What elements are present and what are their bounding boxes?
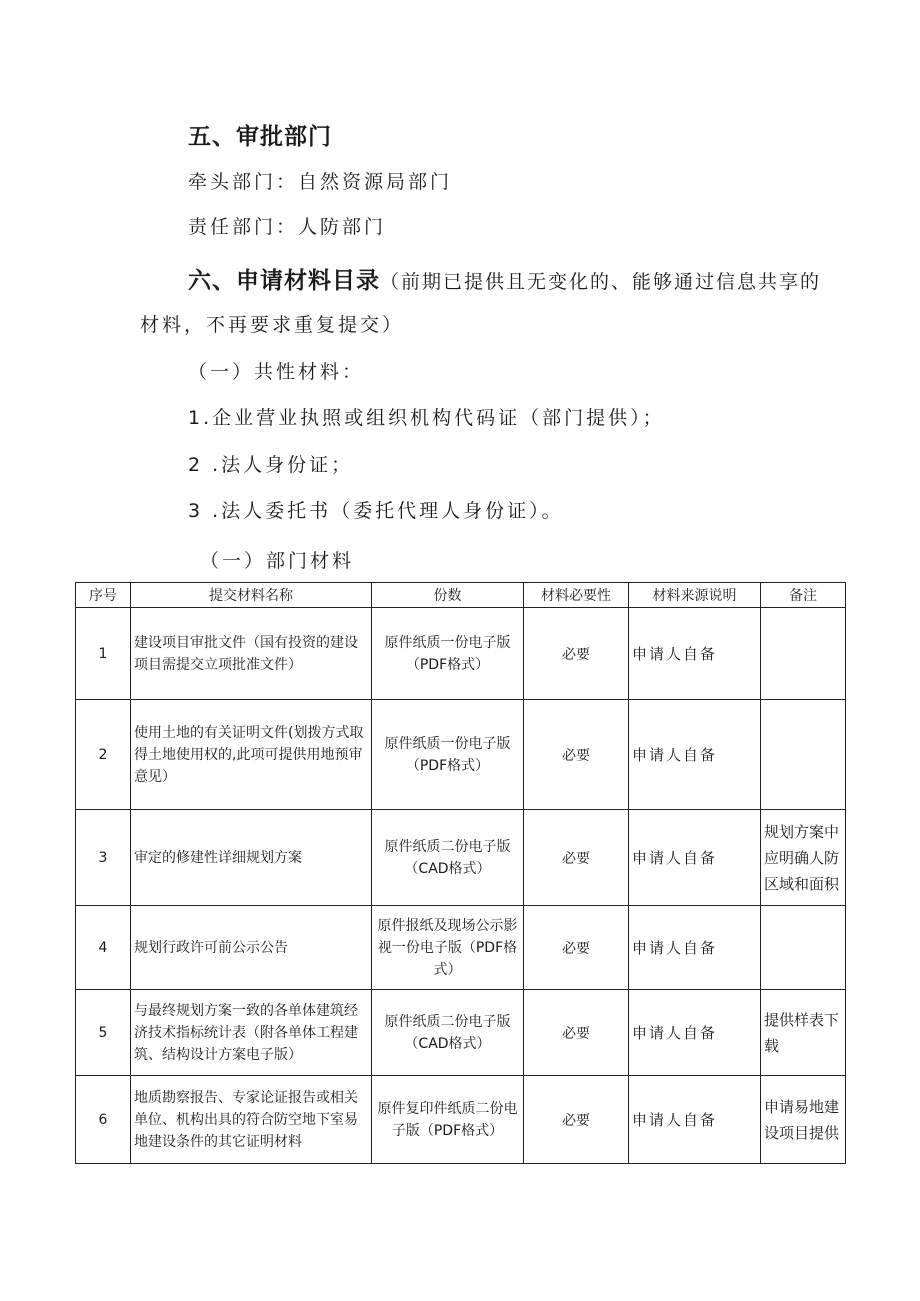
table-row — [76, 608, 846, 700]
row-name: 审定的修建性详细规划方案 — [131, 810, 372, 906]
row-remark: 申请易地建设项目提供 — [761, 1076, 846, 1164]
row-copies: 原件纸质二份电子版（CAD格式） — [372, 990, 524, 1076]
row-name: 地质勘察报告、专家论证报告或相关单位、机构出具的符合防空地下室易地建设条件的其它证明材料 — [131, 1076, 372, 1164]
header-copies: 份数 — [372, 583, 524, 608]
row-no: 5 — [76, 990, 131, 1076]
common-materials-title: （一）共性材料： — [188, 361, 365, 383]
row-source: 申请人自备 — [629, 1076, 761, 1164]
row-remark — [761, 700, 846, 810]
row-necessity: 必要 — [524, 810, 629, 906]
row-necessity: 必要 — [524, 608, 629, 700]
row-necessity: 必要 — [524, 906, 629, 990]
row-source: 申请人自备 — [629, 608, 761, 700]
row-copies: 原件复印件纸质二份电子版（PDF格式） — [372, 1076, 524, 1164]
row-copies: 原件报纸及现场公示影视一份电子版（PDF格式） — [372, 906, 524, 990]
row-necessity: 必要 — [524, 990, 629, 1076]
table-header-row — [76, 583, 846, 608]
row-no: 4 — [76, 906, 131, 990]
row-no: 6 — [76, 1076, 131, 1164]
row-no: 2 — [76, 700, 131, 810]
table-row — [76, 906, 846, 990]
row-name: 规划行政许可前公示公告 — [131, 906, 372, 990]
section6-note-line1: （前期已提供且无变化的、能够通过信息共享的 — [380, 271, 822, 293]
section6-heading-line — [188, 262, 821, 295]
dept-materials-title: （一）部门材料 — [200, 550, 355, 572]
header-no: 序号 — [76, 583, 131, 608]
row-necessity: 必要 — [524, 1076, 629, 1164]
section5-heading: 五、审批部门 — [188, 124, 332, 150]
row-source: 申请人自备 — [629, 906, 761, 990]
materials-table — [75, 582, 846, 1164]
header-name: 提交材料名称 — [131, 583, 372, 608]
header-remark: 备注 — [761, 583, 846, 608]
row-name: 建设项目审批文件（国有投资的建设项目需提交立项批准文件） — [131, 608, 372, 700]
common-item: 2 .法人身份证； — [188, 454, 354, 476]
row-no: 1 — [76, 608, 131, 700]
row-source: 申请人自备 — [629, 990, 761, 1076]
section6-heading: 六、申请材料目录 — [188, 268, 380, 294]
header-source: 材料来源说明 — [629, 583, 761, 608]
common-item: 1.企业营业执照或组织机构代码证（部门提供）； — [188, 407, 665, 429]
row-necessity: 必要 — [524, 700, 629, 810]
row-no: 3 — [76, 810, 131, 906]
row-remark: 规划方案中应明确人防区域和面积 — [761, 810, 846, 906]
row-source: 申请人自备 — [629, 810, 761, 906]
row-copies: 原件纸质一份电子版（PDF格式） — [372, 608, 524, 700]
row-copies: 原件纸质二份电子版（CAD格式） — [372, 810, 524, 906]
table-row — [76, 700, 846, 810]
lead-department: 牵头部门：自然资源局部门 — [188, 171, 453, 193]
row-name: 使用土地的有关证明文件(划拨方式取得土地使用权的,此项可提供用地预审意见） — [131, 700, 372, 810]
row-copies: 原件纸质一份电子版（PDF格式） — [372, 700, 524, 810]
section6-note-line2: 材料，不再要求重复提交） — [140, 314, 405, 336]
row-remark: 提供样表下载 — [761, 990, 846, 1076]
responsible-department: 责任部门：人防部门 — [188, 216, 387, 238]
table-row — [76, 810, 846, 906]
common-item: 3 .法人委托书（委托代理人身份证）。 — [188, 500, 564, 522]
row-remark — [761, 608, 846, 700]
header-necessity: 材料必要性 — [524, 583, 629, 608]
table-row — [76, 1076, 846, 1164]
table-row — [76, 990, 846, 1076]
row-name: 与最终规划方案一致的各单体建筑经济技术指标统计表（附各单体工程建筑、结构设计方案电子版） — [131, 990, 372, 1076]
row-remark — [761, 906, 846, 990]
row-source: 申请人自备 — [629, 700, 761, 810]
